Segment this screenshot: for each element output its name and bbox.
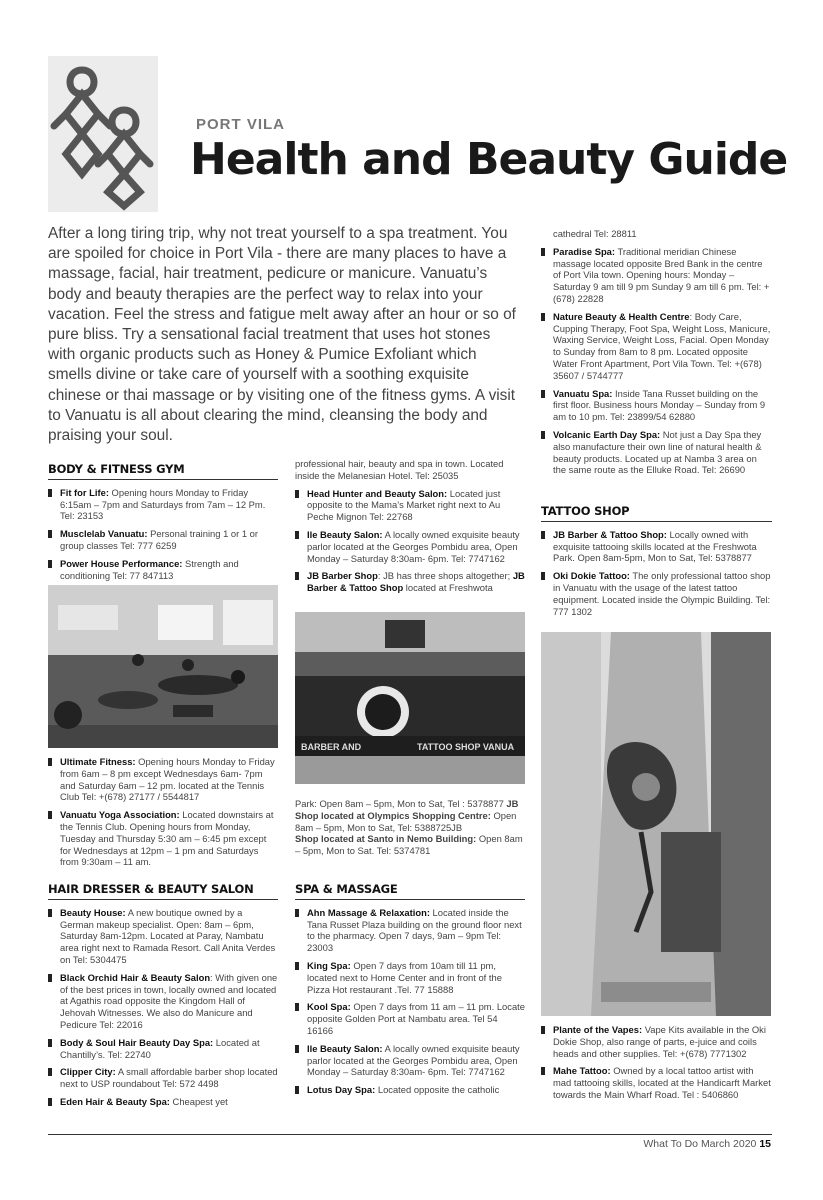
list-item: Ile Beauty Salon: A locally owned exquisite beauty parlor located at the Georges Pombidu area, Open Monday – Saturday 8:30am- 6pm. Tel: 7747162 bbox=[295, 529, 525, 564]
list-item: Nature Beauty & Health Centre: Body Care, Cupping Therapy, Foot Spa, Weight Loss, Manicure, Waxing Service, Weight Loss, Facial. Open Monday to Sunday from 8am to 8 pm. Located opposite Water Front Apartment, Port Vila Town. Tel: +(678) 35607 / 5744777 bbox=[541, 311, 772, 382]
list-item: Vanuatu Spa: Inside Tana Russet building on the first floor. Business hours Monday – Sunday from 9 am to 10 pm. Tel: 23899/54 62880 bbox=[541, 388, 772, 423]
intro-paragraph: After a long tiring trip, why not treat yourself to a spa treatment. You are spoiled for choice in Port Vila - there are many places to have a massage, facial, hair treatment, pedicure or manicure. Vanuatu’s body and beauty therapies are the perfect way to relax into your vacation. Feel the stress and fatigue melt away after an hour or so of pure bliss. Try a sensational facial treatment that uses hot stones with organic products such as Honey & Pumice Exfoliant which smells divine or take care of yourself with a soothing exquisite chinese or thai massage or by visiting one of the fitness gyms. A visit to Vanuatu is all about clearing the mind, cleansing the body and praising your soul. bbox=[48, 225, 516, 445]
list-item: Black Orchid Hair & Beauty Salon: With given one of the best prices in town, locally owned and located at Agathis road opposite the Kingdom Hall of Jehovah Witnesses. We also do Manicure and Pedicure Tel: 22016 bbox=[48, 972, 278, 1031]
knot-logo-icon bbox=[48, 56, 158, 212]
page-number: 15 bbox=[759, 1138, 771, 1150]
list-item: Volcanic Earth Day Spa: Not just a Day Spa they also manufacture their own line of natural health & beauty products. Located up at Namba 3 area on the same route as the Elluke Road. Tel: 26690 bbox=[541, 429, 772, 476]
page-subtitle: PORT VILA bbox=[196, 116, 286, 133]
tattoo-section-cont bbox=[541, 1024, 772, 1107]
page-title: Health and Beauty Guide bbox=[190, 134, 788, 185]
jb-shops-cont bbox=[295, 798, 525, 863]
section-heading: SPA & MASSAGE bbox=[295, 884, 525, 900]
list-item: Body & Soul Hair Beauty Day Spa: Located at Chantilly’s. Tel: 22740 bbox=[48, 1037, 278, 1061]
logo bbox=[48, 56, 158, 212]
fitness-section-cont bbox=[48, 756, 278, 874]
list-item: Kool Spa: Open 7 days from 11 am – 11 pm. Locate opposite Golden Port at Nambatu area. Tel 54 16166 bbox=[295, 1001, 525, 1036]
spa-section-cont bbox=[541, 228, 772, 482]
section-heading: HAIR DRESSER & BEAUTY SALON bbox=[48, 884, 278, 900]
list-item: JB Barber & Tattoo Shop: Locally owned with exquisite tattooing skills located at the Freshwota Park. Open 8am-5pm, Mon to Sat, Tel: 5378877 bbox=[541, 529, 772, 564]
list-item: Plante of the Vapes: Vape Kits available in the Oki Dokie Shop, also range of parts, e-juice and coils heads and other supplies. Tel: +(678) 7771302 bbox=[541, 1024, 772, 1059]
tattoo-photo bbox=[541, 632, 771, 1016]
list-item: Power House Performance: Strength and conditioning Tel: 77 847113 bbox=[48, 558, 278, 582]
gym-photo bbox=[48, 585, 278, 748]
jb-details: Park: Open 8am – 5pm, Mon to Sat, Tel : 5378877 JB Shop located at Olympics Shopping Centre: Open 8am – 5pm, Mon to Sat, Tel: 5388725JB Shop located at Santo in Nemo Building: Open 8am – 5pm, Mon to Sat. Tel: 5374781 bbox=[295, 798, 523, 857]
list-item: JB Barber Shop: JB has three shops altogether; JB Barber & Tattoo Shop located at Freshwota bbox=[295, 570, 525, 594]
list-item: King Spa: Open 7 days from 10am till 11 pm, located next to Home Center and in front of the Pizza Hot restaurant .Tel. 77 15888 bbox=[295, 960, 525, 995]
shop-sign-left: BARBER AND bbox=[301, 742, 362, 752]
footer bbox=[643, 1138, 771, 1150]
list-item: Paradise Spa: Traditional meridian Chinese massage located opposite Bred Bank in the centre of Port Vila town. Opening hours: Monday – Saturday 9 am till 9 pm Sunday 9 am till 6 pm. Tel: +(678) 22828 bbox=[541, 246, 772, 305]
footer-divider bbox=[48, 1134, 772, 1135]
hair-section bbox=[48, 884, 278, 1114]
footer-text: What To Do March 2020 bbox=[643, 1138, 760, 1150]
continued-text: professional hair, beauty and spa in town. Located inside the Melanesian Hotel. Tel: 25035 bbox=[295, 458, 504, 481]
barber-shop-photo bbox=[295, 612, 525, 784]
shop-sign-right: TATTOO SHOP VANUA bbox=[417, 742, 515, 752]
list-item: Lotus Day Spa: Located opposite the catholic bbox=[295, 1084, 525, 1096]
list-item: Head Hunter and Beauty Salon: Located just opposite to the Mama’s Market right next to Au Peche Mignon Tel: 22768 bbox=[295, 488, 525, 523]
section-heading: BODY & FITNESS GYM bbox=[48, 464, 278, 480]
list-item: Clipper City: A small affordable barber shop located next to USP roundabout Tel: 572 4498 bbox=[48, 1066, 278, 1090]
list-item: Oki Dokie Tattoo: The only professional tattoo shop in Vanuatu with the usage of the latest tattoo equipment. Located inside the Olympic Building. Tel: 777 1302 bbox=[541, 570, 772, 617]
list-item: Ile Beauty Salon: A locally owned exquisite beauty parlor located at the Georges Pombidu area, Open Monday – Saturday 8:30am- 6pm. Tel: 7747162 bbox=[295, 1043, 525, 1078]
list-item: Fit for Life: Opening hours Monday to Friday 6:15am – 7pm and Saturdays from 7am – 12 Pm. Tel: 23153 bbox=[48, 487, 278, 522]
list-item: Ultimate Fitness: Opening hours Monday to Friday from 6am – 8 pm except Wednesdays 6am- 7pm and Saturday 6am – 12 pm. located at the Tennis Club Tel: +(678) 27177 / 5544817 bbox=[48, 756, 278, 803]
fitness-section bbox=[48, 464, 278, 587]
list-item: Musclelab Vanuatu: Personal training 1 or 1 or group classes Tel: 777 6259 bbox=[48, 528, 278, 552]
list-item: Ahn Massage & Relaxation: Located inside the Tana Russet Plaza building on the ground floor next to the pharmacy. Open 7 days, 9am – 9pm Tel: 23003 bbox=[295, 907, 525, 954]
spa-section bbox=[295, 884, 525, 1102]
section-heading: TATTOO SHOP bbox=[541, 506, 772, 522]
tattoo-section bbox=[541, 506, 772, 623]
list-item: Vanuatu Yoga Association: Located downstairs at the Tennis Club. Opening hours from Monday, Tuesday and Thursday 5:30 am – 6:45 pm except for Wednesdays at 12pm – 1 pm and Saturdays from 9:30am – 11 am. bbox=[48, 809, 278, 868]
hair-section-cont bbox=[295, 458, 525, 600]
list-item: Eden Hair & Beauty Spa: Cheapest yet bbox=[48, 1096, 278, 1108]
list-item: Beauty House: A new boutique owned by a German makeup specialist. Open: 8am – 6pm, Saturday 8am-12pm. Located at Paray, Nambatu area right next to Ramada Resort. Call Anita Verdes on Tel: 5304475 bbox=[48, 907, 278, 966]
list-item: Mahe Tattoo: Owned by a local tattoo artist with mad tattooing skills, located at the Handicarft Market towards the Main Wharf Road. Tel : 5406860 bbox=[541, 1065, 772, 1100]
continued-text: cathedral Tel: 28811 bbox=[553, 228, 637, 239]
